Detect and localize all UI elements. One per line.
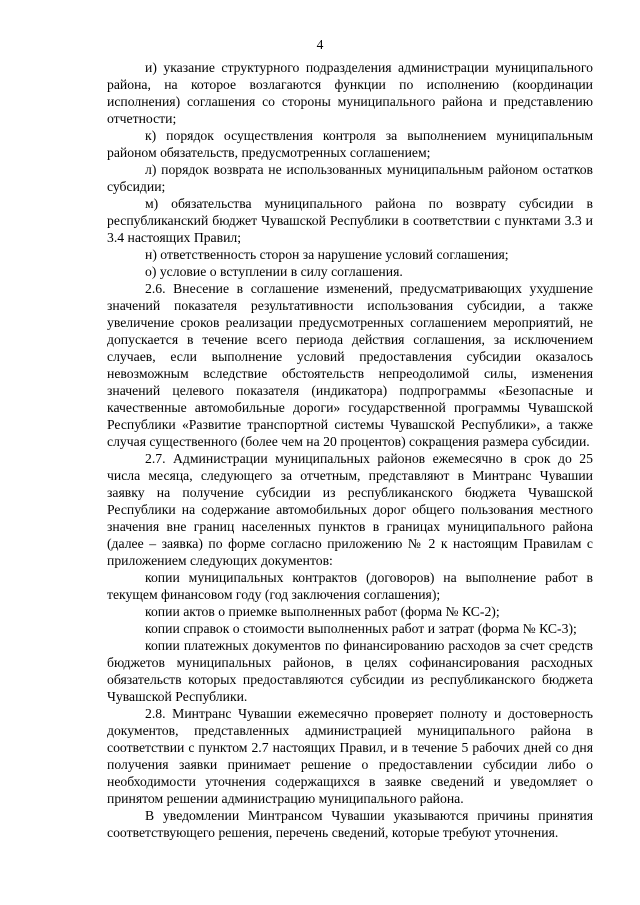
- item-o-entry-into-force: о) условие о вступлении в силу соглашения.: [145, 264, 403, 279]
- doc-list-contracts: копии муниципальных контрактов (договоров) на выполнение работ в текущем финансовом году (год заключения соглашения);: [107, 570, 593, 602]
- clause-2-8: 2.8. Минтранс Чувашии ежемесячно проверяет полноту и достоверность документов, представленных администрацией муниципального района в соответствии с пунктом 2.7 настоящих Правил, и в течение 5 рабочих дней со дня получения заявки принимает решение о предоставлении субсидии либо о необходимости уточнения содержащихся в заявке сведений и уведомляет о принятом решении администрацию муниципального района.: [107, 706, 593, 806]
- doc-list-payments: копии платежных документов по финансированию расходов за счет средств бюджетов муниципальных районов, в целях софинансирования расходных обязательств которых предоставляются субсидии из республиканского бюджета Чувашской Республики.: [107, 638, 593, 704]
- clause-2-7: 2.7. Администрации муниципальных районов ежемесячно в срок до 25 числа месяца, следующего за отчетным, представляют в Минтранс Чувашии заявку на получение субсидии из республиканского бюджета Чувашской Республики на содержание автомобильных дорог общего пользования местного значения вне границ населенных пунктов в границах муниципального района (далее – заявка) по форме согласно приложению № 2 к настоящим Правилам с приложением следующих документов:: [107, 451, 593, 568]
- document-body: [107, 59, 593, 841]
- page-number: 4: [316, 37, 324, 52]
- item-k-control-procedure: к) порядок осуществления контроля за выполнением муниципальным районом обязательств, предусмотренных соглашением;: [107, 128, 593, 160]
- clause-2-6: 2.6. Внесение в соглашение изменений, предусматривающих ухудшение значений показателя результативности использования субсидии, а также увеличение сроков реализации предусмотренных соглашением мероприятий, не допускается в течение всего периода действия соглашения, за исключением случаев, если выполнение условий предоставления субсидии оказалось невозможным вследствие обстоятельств непреодолимой силы, изменения значений целевого показателя (индикатора) подпрограммы «Безопасные и качественные автомобильные дороги» государственной программы Чувашской Республики «Развитие транспортной системы Чувашской Республики», а также случая существенного (более чем на 20 процентов) сокращения размера субсидии.: [107, 281, 593, 449]
- item-n-responsibility: н) ответственность сторон за нарушение условий соглашения;: [145, 247, 509, 262]
- item-m-refund-obligations: м) обязательства муниципального района по возврату субсидии в республиканский бюджет Чувашской Республики в соответствии с пунктами 3.3 и 3.4 настоящих Правил;: [107, 196, 593, 245]
- doc-list-ks3: копии справок о стоимости выполненных работ и затрат (форма № КС-3);: [145, 621, 577, 636]
- doc-list-ks2: копии актов о приемке выполненных работ (форма № КС-2);: [145, 604, 500, 619]
- notification-paragraph: В уведомлении Минтрансом Чувашии указываются причины принятия соответствующего решения, перечень сведений, которые требуют уточнения.: [107, 808, 593, 840]
- item-l-return-of-remainders: л) порядок возврата не использованных муниципальным районом остатков субсидии;: [107, 162, 593, 194]
- item-i-structural-unit: и) указание структурного подразделения администрации муниципального района, на которое возлагаются функции по исполнению (координации исполнения) соглашения со стороны муниципального района и представлению отчетности;: [107, 60, 593, 126]
